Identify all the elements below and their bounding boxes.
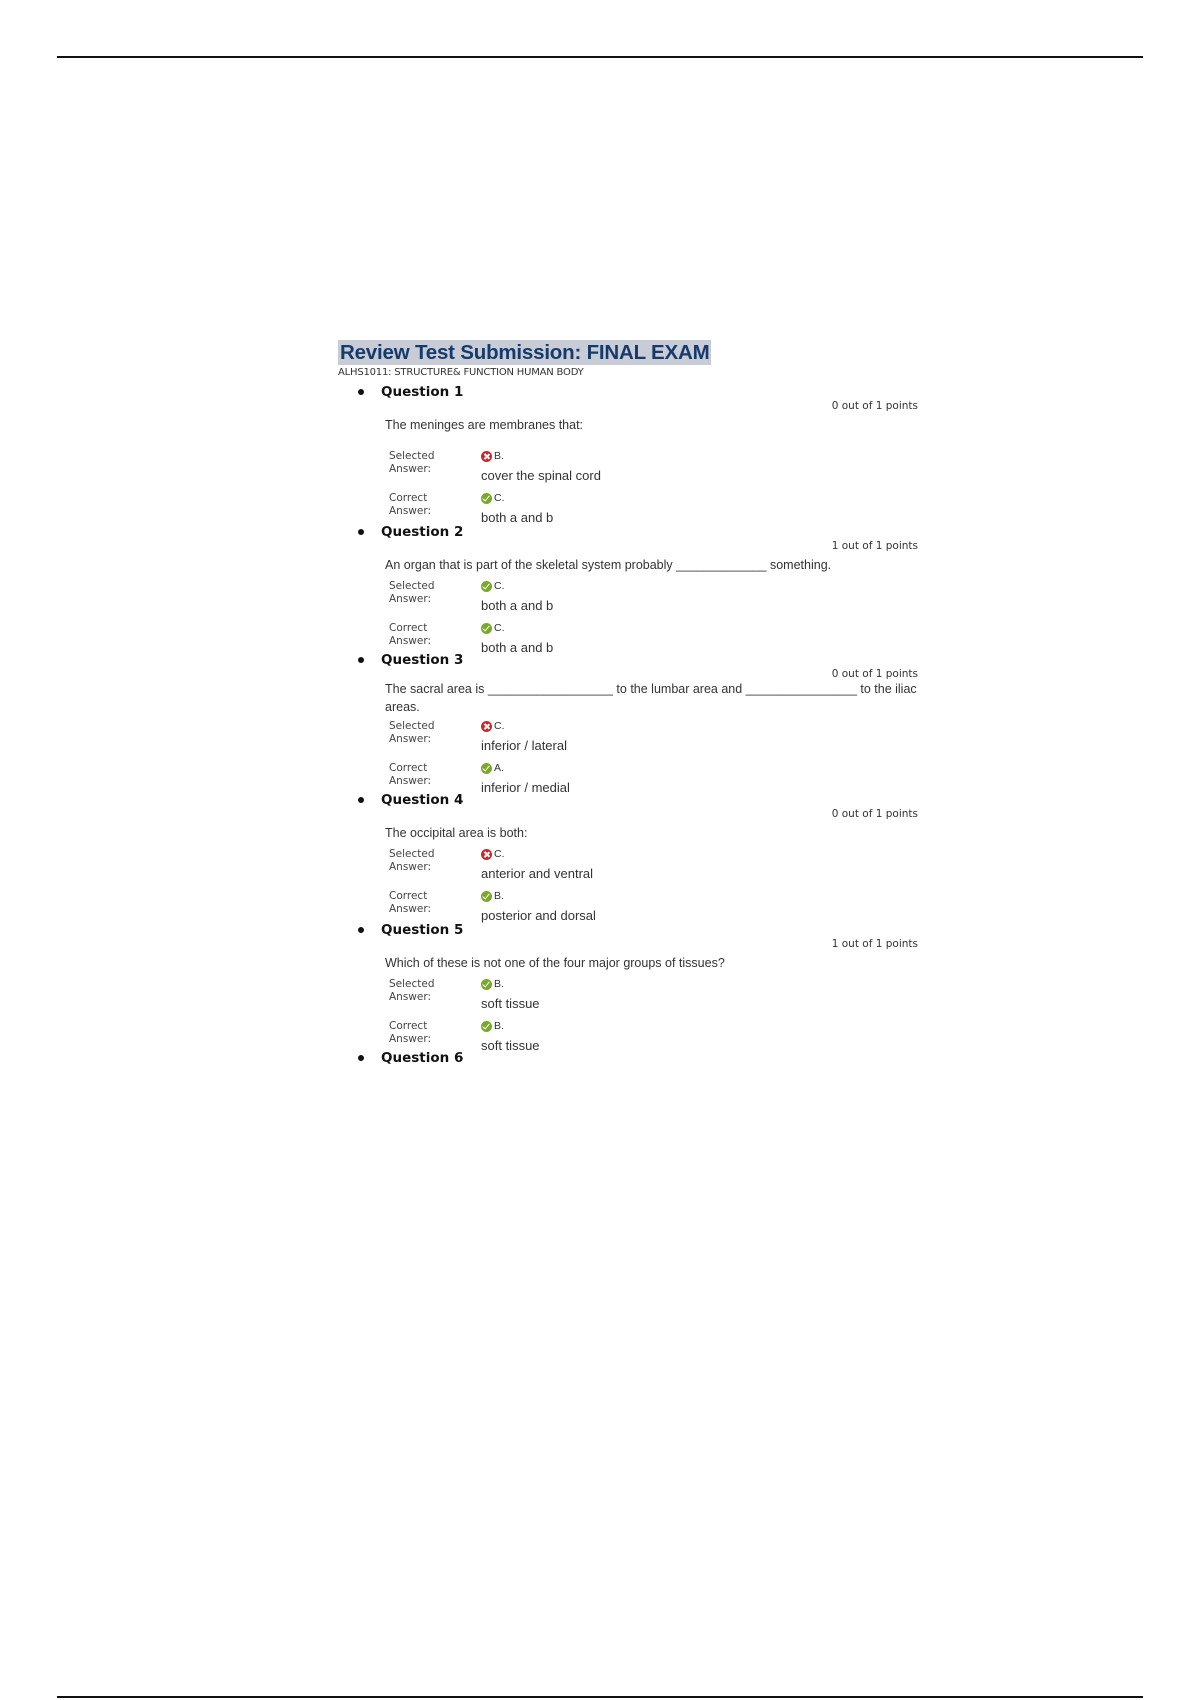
question-title: Question 3	[381, 652, 464, 668]
x-circle-icon	[481, 721, 492, 732]
top-rule	[57, 56, 1143, 58]
check-circle-icon	[481, 979, 492, 990]
question-title: Question 4	[381, 792, 464, 808]
check-circle-icon	[481, 763, 492, 774]
question-text: Which of these is not one of the four major groups of tissues?	[385, 956, 725, 970]
correct-answer	[389, 1016, 918, 1053]
selected-answer-label: Selected Answer:	[389, 978, 435, 1003]
x-circle-icon	[481, 849, 492, 860]
question-title: Question 6	[381, 1050, 464, 1066]
check-circle-icon	[481, 623, 492, 634]
selected-answer	[389, 974, 918, 1016]
question-points: 0 out of 1 points	[831, 668, 918, 680]
correct-answer-label: Correct Answer:	[389, 622, 432, 647]
bottom-rule	[57, 1696, 1143, 1698]
answer-text: soft tissue	[481, 1038, 540, 1053]
question-header	[338, 652, 918, 680]
answer-letter: B.	[481, 978, 504, 990]
question-points: 1 out of 1 points	[831, 938, 918, 950]
answer-text: soft tissue	[481, 996, 540, 1011]
answer-text: both a and b	[481, 510, 554, 525]
correct-answer-label: Correct Answer:	[389, 492, 432, 517]
question-text: The sacral area is __________________ to the lumbar area and ________________ to the iliac areas.	[385, 682, 917, 714]
selected-answer	[389, 576, 918, 618]
selected-answer	[389, 716, 918, 758]
question-points: 0 out of 1 points	[831, 808, 918, 820]
answer-letter: A.	[481, 762, 504, 774]
x-circle-icon	[481, 451, 492, 462]
question-text: The occipital area is both:	[385, 826, 528, 840]
question-item	[338, 652, 918, 795]
check-circle-icon	[481, 581, 492, 592]
answer-text: inferior / medial	[481, 780, 570, 795]
course-name: ALHS1011: STRUCTURE& FUNCTION HUMAN BODY	[338, 367, 584, 378]
answer-letter: C.	[481, 720, 505, 732]
question-list	[338, 384, 918, 1074]
question-header	[338, 792, 918, 820]
check-circle-icon	[481, 1021, 492, 1032]
question-text: An organ that is part of the skeletal system probably _____________ something.	[385, 558, 832, 572]
answer-letter: C.	[481, 622, 505, 634]
selected-answer-label: Selected Answer:	[389, 720, 435, 745]
correct-answer	[389, 618, 918, 655]
answer-letter: B.	[481, 1020, 504, 1032]
bullet-icon	[358, 389, 364, 395]
selected-answer	[389, 844, 918, 886]
answer-text: anterior and ventral	[481, 866, 594, 881]
question-item	[338, 792, 918, 922]
answer-text: cover the spinal cord	[481, 468, 601, 483]
question-item	[338, 384, 918, 524]
question-points: 1 out of 1 points	[831, 540, 918, 552]
question-points: 0 out of 1 points	[831, 400, 918, 412]
selected-answer-label: Selected Answer:	[389, 580, 435, 605]
answer-text: both a and b	[481, 640, 554, 655]
correct-answer-label: Correct Answer:	[389, 1020, 432, 1045]
question-item	[338, 922, 918, 1053]
selected-answer-label: Selected Answer:	[389, 450, 435, 475]
question-header	[338, 922, 918, 950]
question-header	[338, 524, 918, 552]
correct-answer-label: Correct Answer:	[389, 762, 432, 787]
answer-text: both a and b	[481, 598, 554, 613]
answer-letter: C.	[481, 848, 505, 860]
bullet-icon	[358, 529, 364, 535]
selected-answer-label: Selected Answer:	[389, 848, 435, 873]
answer-letter: B.	[481, 890, 504, 902]
bullet-icon	[358, 1055, 364, 1061]
question-header	[338, 384, 918, 412]
bullet-icon	[358, 797, 364, 803]
correct-answer	[389, 758, 918, 795]
check-circle-icon	[481, 891, 492, 902]
question-header	[338, 1050, 918, 1074]
question-title: Question 1	[381, 384, 464, 400]
question-item	[338, 524, 918, 655]
page-title: Review Test Submission: FINAL EXAM	[340, 341, 710, 364]
question-text: The meninges are membranes that:	[385, 418, 584, 432]
correct-answer	[389, 488, 918, 524]
question-title: Question 5	[381, 922, 464, 938]
answer-letter: C.	[481, 492, 505, 504]
exam-review	[338, 340, 918, 1074]
correct-answer-label: Correct Answer:	[389, 890, 432, 915]
bullet-icon	[358, 927, 364, 933]
check-circle-icon	[481, 493, 492, 504]
answer-letter: B.	[481, 450, 504, 462]
answer-text: posterior and dorsal	[481, 908, 596, 923]
answer-letter: C.	[481, 580, 505, 592]
question-item	[338, 1050, 918, 1074]
selected-answer	[389, 446, 918, 488]
correct-answer	[389, 886, 918, 922]
answer-text: inferior / lateral	[481, 738, 567, 753]
question-title: Question 2	[381, 524, 464, 540]
bullet-icon	[358, 657, 364, 663]
